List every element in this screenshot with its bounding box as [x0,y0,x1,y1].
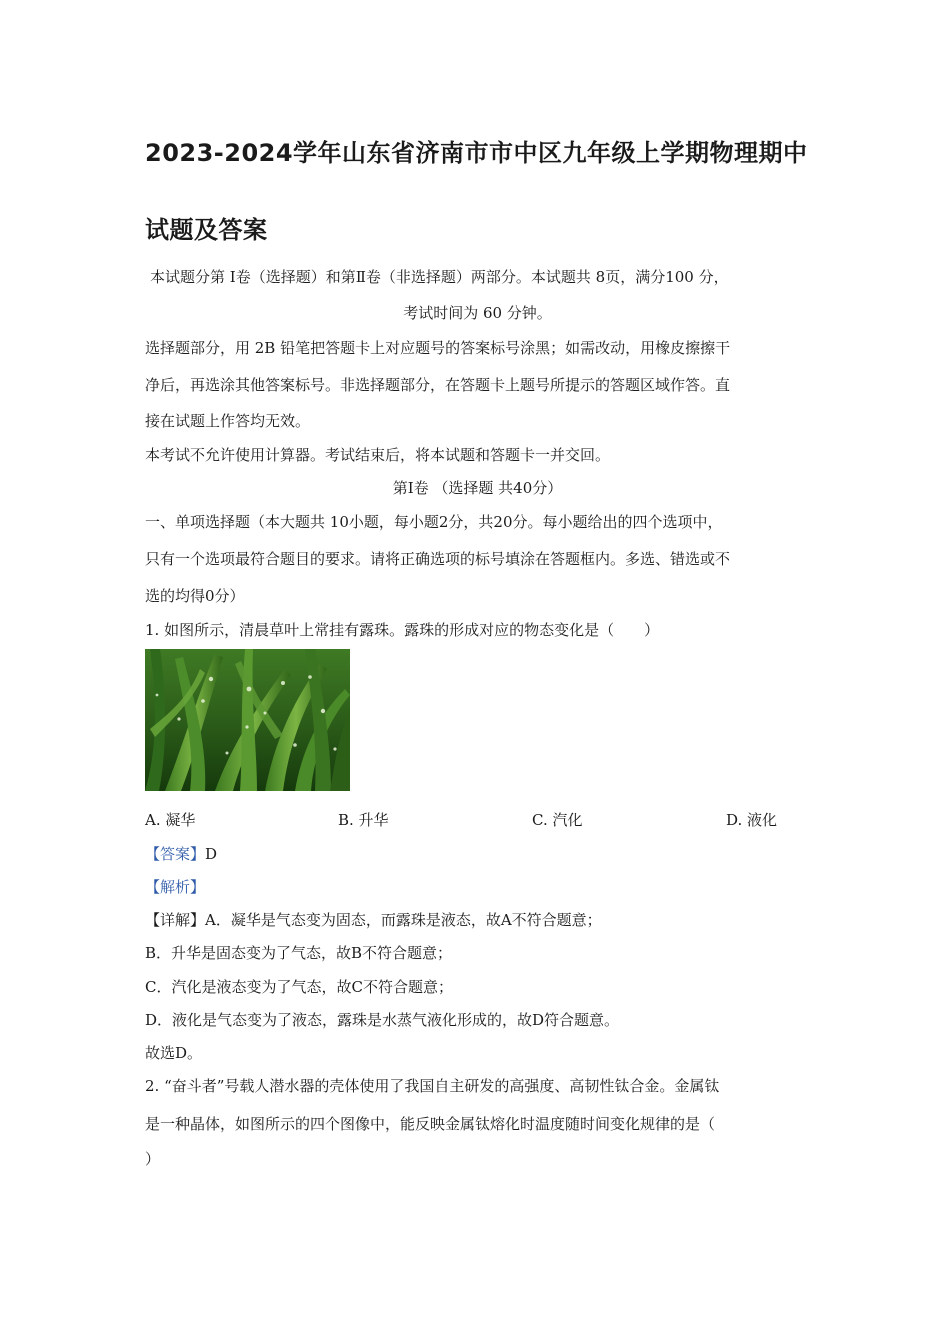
q1-conclusion: 故选D。 [145,1044,203,1062]
section1-line3: 选的均得0分） [145,587,245,605]
volume-heading: 第Ⅰ卷 （选择题 共40分） [392,479,563,497]
note1-line3: 接在试题上作答均无效。 [145,412,311,430]
detail-b: B．升华是固态变为了气态，故B不符合题意； [145,944,453,962]
section1-line2: 只有一个选项最符合题目的要求。请将正确选项的标号填涂在答题框内。多选、错选或不 [145,550,731,568]
detail-d: D．液化是气态变为了液态，露珠是水蒸气液化形成的，故D符合题意。 [145,1011,620,1029]
section1-line1: 一、单项选择题（本大题共 10小题，每小题2分，共20分。每小题给出的四个选项中， [145,513,723,531]
dew-on-grass-image [145,649,350,791]
answer-tag: 【答案】 [145,845,206,863]
q1-option-b: B. 升华 [338,811,389,829]
answer-value: D [205,845,218,863]
q1-detail-a-line [145,909,602,930]
analysis-tag: 【解析】 [145,878,206,896]
intro-line2: 考试时间为 60 分钟。 [403,304,552,322]
note2: 本考试不允许使用计算器。考试结束后，将本试题和答题卡一并交回。 [145,446,611,464]
detail-tag: 【详解】 [145,911,206,929]
document-title-line2: 试题及答案 [145,216,268,244]
q1-option-d: D. 液化 [726,811,778,829]
q1-stem: 1. 如图所示，清晨草叶上常挂有露珠。露珠的形成对应的物态变化是（ ） [145,621,660,639]
intro-line1: 本试题分第 Ⅰ卷（选择题）和第Ⅱ卷（非选择题）两部分。本试题共 8页，满分100 分， [150,268,729,286]
document-title-line1: 2023-2024学年山东省济南市市中区九年级上学期物理期中 [145,139,808,167]
detail-c: C．汽化是液态变为了气态，故C不符合题意； [145,978,453,996]
q1-answer-line [145,843,217,864]
note1-line2: 净后，再选涂其他答案标号。非选择题部分，在答题卡上题号所提示的答题区域作答。直 [145,376,731,394]
note1-line1: 选择题部分，用 2B 铅笔把答题卡上对应题号的答案标号涂黑；如需改动，用橡皮擦擦干 [145,339,731,357]
q2-stem-line2: 是一种晶体，如图所示的四个图像中，能反映金属钛熔化时温度随时间变化规律的是（ [145,1115,716,1133]
q1-option-a: A. 凝华 [145,811,196,829]
q1-option-c: C. 汽化 [532,811,583,829]
detail-a: A．凝华是气态变为固态，而露珠是液态，故A不符合题意； [205,911,602,929]
q2-stem-line1: 2. “奋斗者”号载人潜水器的壳体使用了我国自主研发的高强度、高韧性钛合金。金属钛 [145,1077,720,1095]
q2-stem-line3: ） [145,1150,161,1168]
